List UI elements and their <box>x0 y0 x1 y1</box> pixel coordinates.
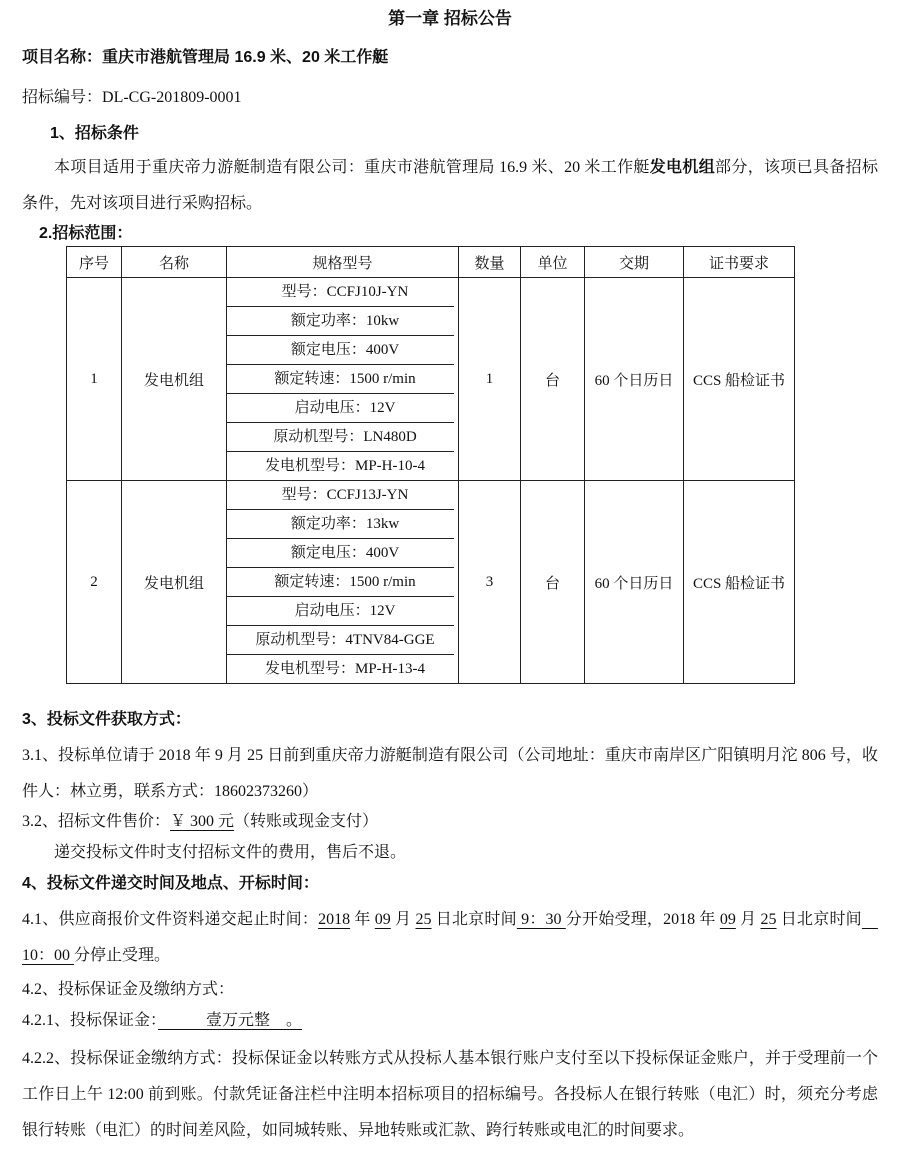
table-header-row <box>67 247 795 278</box>
spec-row: 原动机型号：LN480D <box>227 423 454 452</box>
text-segment: 4.2.1、投标保证金： <box>22 1012 159 1029</box>
col-header-unit: 单位 <box>521 247 585 278</box>
cell-unit: 台 <box>521 481 585 684</box>
spec-row: 型号：CCFJ10J-YN <box>227 278 454 307</box>
tender-number-line <box>22 86 878 110</box>
text-segment: 年 <box>350 911 375 928</box>
text-segment: 分开始受理，2018 年 <box>565 911 720 928</box>
section-4-heading: 4、投标文件递交时间及地点、开标时间： <box>22 875 319 892</box>
text-segment: ￥ 300 元 <box>170 813 235 830</box>
section-3-note: 递交投标文件时支付招标文件的费用，售后不退。 <box>54 844 407 861</box>
text-segment: 3.2、招标文件售价： <box>22 813 171 830</box>
section-2-heading: 2.招标范围： <box>39 225 133 242</box>
text-segment: 日北京时间 <box>431 911 517 928</box>
spec-row: 额定功率：10kw <box>227 307 454 336</box>
text-segment: 09 <box>719 911 736 928</box>
section-3-heading: 3、投标文件获取方式： <box>22 711 191 728</box>
text-segment: 月 <box>390 911 416 928</box>
spec-row: 额定电压：400V <box>227 336 454 365</box>
text-segment: （转账或现金支付） <box>234 813 379 830</box>
text-segment: 25 <box>760 911 777 928</box>
cell-unit: 台 <box>521 278 585 481</box>
spec-row: 额定转速：1500 r/min <box>227 568 454 597</box>
cell-serial: 2 <box>67 481 122 684</box>
spec-row: 额定功率：13kw <box>227 510 454 539</box>
text-segment: 9：30 <box>516 911 566 928</box>
cell-qty: 1 <box>459 278 521 481</box>
spec-row: 发电机型号：MP-H-10-4 <box>265 458 425 474</box>
text-segment: 日北京时间 <box>776 911 862 928</box>
text-segment: 25 <box>415 911 432 928</box>
spec-row: 启动电压：12V <box>227 597 454 626</box>
table-row <box>67 278 795 481</box>
text-segment: 本项目适用于重庆帝力游艇制造有限公司：重庆市港航管理局 16.9 米、20 米工作艇 <box>54 159 650 176</box>
text-segment: 部分，该项已具备招标条件，先对该项目进行采购招标。 <box>22 159 878 212</box>
text-segment: 月 <box>735 911 761 928</box>
text-segment: 发电机组 <box>649 159 716 176</box>
cell-name: 发电机组 <box>122 278 227 481</box>
text-segment: 2018 <box>318 911 351 928</box>
col-header-delivery: 交期 <box>585 247 684 278</box>
page-title: 第一章 招标公告 <box>388 9 512 28</box>
cell-delivery: 60 个日历日 <box>585 481 684 684</box>
item-4-2-1 <box>22 1009 878 1033</box>
tender-scope-table <box>66 246 795 684</box>
item-4-2: 4.2、投标保证金及缴纳方式： <box>22 981 235 998</box>
section-1-body <box>22 150 878 222</box>
spec-row: 额定转速：1500 r/min <box>227 365 454 394</box>
col-header-serial: 序号 <box>67 247 122 278</box>
text-segment: 壹万元整 。 <box>158 1012 303 1029</box>
item-4-2-2: 4.2.2、投标保证金缴纳方式：投标保证金以转账方式从投标人基本银行账户支付至以下投标保证金账户，并于受理前一个工作日上午 12:00 前到账。付款凭证备注栏中注明本招标项目的招标编号。各投标人在银行转账（电汇）时，须充分考虑银行转账（电汇）的时间差风险，如同城转账、异地转账或汇款、跨行转账或电汇的时间要求。 <box>22 1050 878 1139</box>
col-header-cert: 证书要求 <box>684 247 795 278</box>
cell-name: 发电机组 <box>122 481 227 684</box>
item-3-1: 3.1、投标单位请于 2018 年 9 月 25 日前到重庆帝力游艇制造有限公司（公司地址：重庆市南岸区广阳镇明月沱 806 号，收件人：林立勇，联系方式：18602373260） <box>22 747 878 800</box>
col-header-qty: 数量 <box>459 247 521 278</box>
spec-row: 发电机型号：MP-H-13-4 <box>265 661 425 677</box>
cell-delivery: 60 个日历日 <box>585 278 684 481</box>
table-row <box>67 481 795 684</box>
project-name-line <box>22 46 878 70</box>
spec-row: 启动电压：12V <box>227 394 454 423</box>
project-name-value: 重庆市港航管理局 16.9 米、20 米工作艇 <box>102 49 389 66</box>
cell-cert: CCS 船检证书 <box>684 481 795 684</box>
spec-row: 型号：CCFJ13J-YN <box>227 481 454 510</box>
tender-number-label: 招标编号： <box>22 89 103 106</box>
project-name-label: 项目名称： <box>22 49 103 66</box>
text-segment: 分停止受理。 <box>74 947 171 964</box>
spec-row: 原动机型号：4TNV84-GGE <box>227 626 454 655</box>
cell-cert: CCS 船检证书 <box>684 278 795 481</box>
item-4-1 <box>22 902 878 974</box>
text-segment: 09 <box>374 911 391 928</box>
text-segment: 10：00 <box>22 911 878 964</box>
spec-row: 额定电压：400V <box>227 539 454 568</box>
cell-serial: 1 <box>67 278 122 481</box>
col-header-name: 名称 <box>122 247 227 278</box>
section-1-heading: 1、招标条件 <box>50 125 139 142</box>
cell-qty: 3 <box>459 481 521 684</box>
text-segment: 4.1、供应商报价文件资料递交起止时间： <box>22 911 319 928</box>
tender-number-value: DL-CG-201809-0001 <box>102 89 242 106</box>
col-header-spec: 规格型号 <box>227 247 459 278</box>
cell-spec <box>227 481 459 684</box>
cell-spec <box>227 278 459 481</box>
item-3-2 <box>22 810 878 834</box>
